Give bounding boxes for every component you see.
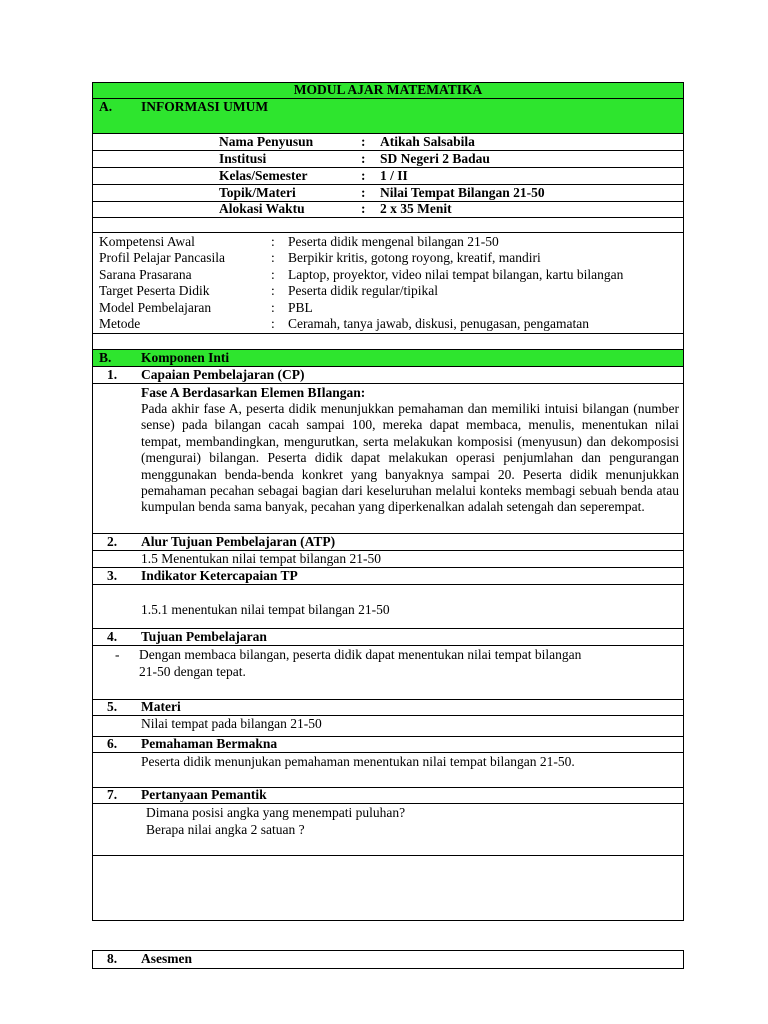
identity-value: SD Negeri 2 Badau <box>380 151 490 166</box>
section-a-number: A. <box>99 99 113 114</box>
tujuan-header-row <box>93 629 683 646</box>
spacer-row <box>93 218 683 233</box>
atp-number: 2. <box>107 534 118 549</box>
identity-row <box>93 134 683 151</box>
atp-content-row <box>93 551 683 568</box>
tujuan-line-1: Dengan membaca bilangan, peserta didik dapat menentukan nilai tempat bilangan <box>139 647 582 662</box>
pertanyaan-number: 7. <box>107 787 118 802</box>
atp-text: 1.5 Menentukan nilai tempat bilangan 21-50 <box>141 551 381 566</box>
pertanyaan-label: Pertanyaan Pemantik <box>141 787 267 802</box>
info-block <box>93 233 683 334</box>
section-b-header <box>93 350 683 367</box>
info-value: Berpikir kritis, gotong royong, kreatif, mandiri <box>288 250 541 265</box>
pemahaman-number: 6. <box>107 736 118 751</box>
info-label: Profil Pelajar Pancasila <box>99 250 225 265</box>
info-value: Peserta didik mengenal bilangan 21-50 <box>288 234 499 249</box>
asesmen-label: Asesmen <box>141 951 192 966</box>
info-label: Kompetensi Awal <box>99 234 195 249</box>
tujuan-line-2: 21-50 dengan tepat. <box>139 664 246 679</box>
identity-value: 1 / II <box>380 168 408 183</box>
identity-value: Atikah Salsabila <box>380 134 475 149</box>
cp-header-row <box>93 367 683 384</box>
empty-row <box>93 856 683 920</box>
identity-sep: : <box>361 185 366 200</box>
indikator-label: Indikator Ketercapaian TP <box>141 568 298 583</box>
info-sep: : <box>271 250 275 265</box>
info-value: Laptop, proyektor, video nilai tempat bilangan, kartu bilangan <box>288 267 624 282</box>
cp-subtitle: Fase A Berdasarkan Elemen BIlangan: <box>141 385 366 400</box>
tujuan-number: 4. <box>107 629 118 644</box>
section-b-label: Komponen Inti <box>141 350 230 365</box>
info-sep: : <box>271 283 275 298</box>
section-a-header <box>93 99 683 134</box>
section-a-label: INFORMASI UMUM <box>141 99 269 114</box>
pemahaman-label: Pemahaman Bermakna <box>141 736 278 751</box>
info-sep: : <box>271 300 275 315</box>
info-label: Metode <box>99 316 141 331</box>
identity-label: Kelas/Semester <box>219 168 308 183</box>
tujuan-label: Tujuan Pembelajaran <box>141 629 267 644</box>
modul-ajar-table <box>92 82 684 921</box>
materi-content-row <box>93 716 683 737</box>
info-value: Ceramah, tanya jawab, diskusi, penugasan, pengamatan <box>288 316 590 331</box>
identity-row <box>93 151 683 168</box>
info-label: Model Pembelajaran <box>99 300 212 315</box>
identity-sep: : <box>361 201 366 216</box>
info-sep: : <box>271 316 275 331</box>
identity-row <box>93 185 683 202</box>
info-label: Sarana Prasarana <box>99 267 192 282</box>
pemahaman-content-row <box>93 753 683 788</box>
tujuan-content-row <box>93 646 683 700</box>
materi-text: Nilai tempat pada bilangan 21-50 <box>141 716 322 731</box>
identity-sep: : <box>361 134 366 149</box>
identity-value: Nilai Tempat Bilangan 21-50 <box>380 185 545 200</box>
atp-header-row <box>93 534 683 551</box>
indikator-text: 1.5.1 menentukan nilai tempat bilangan 21-50 <box>141 602 390 617</box>
pertanyaan-content-row <box>93 804 683 856</box>
atp-label: Alur Tujuan Pembelajaran (ATP) <box>141 534 336 549</box>
pemahaman-header-row <box>93 737 683 753</box>
info-sep: : <box>271 234 275 249</box>
identity-label: Institusi <box>219 151 267 166</box>
title-row <box>93 83 683 99</box>
pertanyaan-q1: Dimana posisi angka yang menempati puluhan? <box>146 805 406 820</box>
indikator-content-row <box>93 585 683 629</box>
document-title: MODUL AJAR MATEMATIKA <box>293 82 483 97</box>
identity-sep: : <box>361 151 366 166</box>
materi-label: Materi <box>141 699 181 714</box>
identity-label: Topik/Materi <box>219 185 296 200</box>
info-value: Peserta didik regular/tipikal <box>288 283 438 298</box>
info-label: Target Peserta Didik <box>99 283 210 298</box>
cp-label: Capaian Pembelajaran (CP) <box>141 367 305 382</box>
asesmen-number: 8. <box>107 951 118 966</box>
materi-number: 5. <box>107 699 118 714</box>
info-sep: : <box>271 267 275 282</box>
asesmen-table <box>92 950 684 969</box>
pertanyaan-q2: Berapa nilai angka 2 satuan ? <box>146 822 305 837</box>
section-b-number: B. <box>99 350 112 365</box>
cp-content-row <box>93 384 683 534</box>
pemahaman-text: Peserta didik menunjukan pemahaman menentukan nilai tempat bilangan 21-50. <box>141 754 575 769</box>
identity-value: 2 x 35 Menit <box>380 201 452 216</box>
pertanyaan-header-row <box>93 788 683 804</box>
indikator-number: 3. <box>107 568 118 583</box>
info-value: PBL <box>288 300 313 315</box>
spacer-row <box>93 334 683 350</box>
tujuan-bullet: - <box>115 647 120 662</box>
identity-label: Nama Penyusun <box>219 134 314 149</box>
materi-header-row <box>93 700 683 716</box>
indikator-header-row <box>93 568 683 585</box>
identity-row <box>93 168 683 185</box>
identity-row <box>93 202 683 218</box>
cp-number: 1. <box>107 367 118 382</box>
cp-text: Pada akhir fase A, peserta didik menunjukkan pemahaman dan memiliki intuisi bilangan (number sense) pada bilangan cacah sampai 100, mereka dapat membaca, menulis, menentukan nilai tempat, membandingkan, mengurutkan, serta melakukan komposisi (menyusun) dan dekomposisi (mengurai) bilangan. Peserta didik dapat melakukan operasi penjumlahan dan pengurangan menggunakan benda-benda konkret yang banyaknya sampai 20. Peserta didik menunjukkan pemahaman pecahan sebagai bagian dari keseluruhan melalui konteks membagi sebuah benda atau kumpulan benda sama banyak, pecahan yang diperkenalkan adalah setengah dan seperempat. <box>141 401 679 515</box>
identity-sep: : <box>361 168 366 183</box>
identity-label: Alokasi Waktu <box>219 201 305 216</box>
